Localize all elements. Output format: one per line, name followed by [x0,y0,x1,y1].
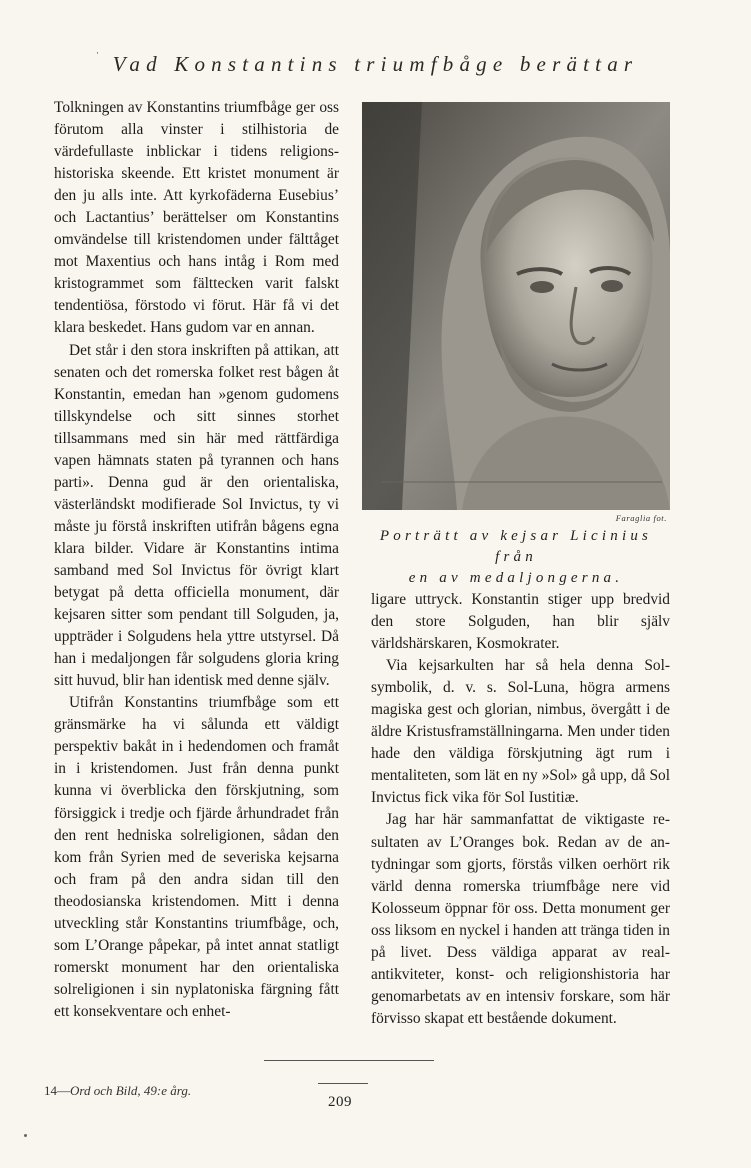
paragraph: Tolkningen av Konstantins triumfbåge ger oss förutom alla vinster i stilhistoria de värdefullaste inblickar i tidens religionshistoriska skeende. Ett kristet monument är den ju alls inte. Att kyrkofäderna Eusebius’ och Lactantius’ berättelser om Konstantins omvändelse till kristendomen under fälttåget mot Maxentius och hans intåg i Rom med kristogrammet som fälttecken varit falskt tendentiösa, förstodo vi förut. Här få vi det klara beskedet. Hans gudom var en annan. [54,99,339,337]
portrait-photo [362,102,670,510]
signature-number: 14— [44,1083,70,1098]
paragraph: Utifrån Konstantins triumfbåge som ett gränsmärke ha vi sålunda ett väldigt perspektiv bakåt in i hedendomen och framåt in i kristendomen. Just från denna punkt kunna vi överblicka den förskjutning, som försiggick i tredje och fjärde århundradet från den rent hedniska solreligionen, sådan den kom från Syrien med de severiska kejsarna och fram på den andra sidan till den theodosianska kristendomen. Mitt i denna utveckling står Konstantins triumfbåge, och, som L’Orange påpekar, på intet annat statligt romerskt monument har den orientaliska solreligionen i sin nyplatoniska färgning fått ett konsekventare och enhet- [54,694,339,1020]
paragraph: ligare uttryck. Konstantin stiger upp bredvid den store Solguden, han blir själv världshärskaren, Kosmokrater. [371,591,670,653]
page-number: 209 [328,1094,352,1110]
photo-credit: Faraglia fot. [615,513,667,523]
figure-caption [360,526,672,589]
licinius-portrait-illustration [362,102,670,510]
running-head-text: Vad Konstantins triumfbåge berättar [112,52,639,76]
ornament-dot: · [96,48,99,58]
page-number-rule [318,1083,368,1084]
left-column [54,97,339,1023]
caption-line: en av medaljongerna. [408,570,624,586]
paragraph: Via kejsarkulten har så hela denna Solsymbolik, d. v. s. Sol-Luna, högra armens magiska gest och glorian, nimbus, övergått i de äldre Kristusframställningarna. Men under tiden hade den väldiga förskjutning ägt rum i mentaliteten, som lät en ny »Sol» gå upp, då Sol Invictus fick vika för Sol Iustitiæ. [371,657,670,807]
caption-line: Porträtt av kejsar Licinius från [379,528,653,565]
paragraph: Jag har här sammanfattat de viktigaste resultaten av L’Oranges bok. Redan av de antydningar som gjorts, förstås vilken oerhört rik värld denna romerska triumfbåge nere vid Kolosseum öppnar för oss. Detta monument ger oss liksom en nyckel i handen att tränga tiden in på livet. Dess väldiga apparat av realantikviteter, konst- och religionshistoria har genomarbetats av en intensiv forskare, som här förvisso skapat ett bestående dokument. [371,811,670,1027]
right-column [371,589,670,1030]
paragraph: Det står i den stora inskriften på attikan, att senaten och det romerska folket rest bågen åt Konstantin, emedan han »genom gudomens tillskyndelse och sitt sinnes storhet tillsammans med sin här med rättfärdiga vapen hämnats staten på tyrannen och hans parti». Denna gud är den orientaliska, västerländskt modifierade Sol Invictus, ty vi måste ju förstå inskriften utifrån bågens egna klara bilder. Vidare är Konstantins intima samband med Sol Invictus för övrigt klart betygat på detta officiella monument, där kejsaren sitter som pendant till Solguden, ja, uppträder i Solgudens hela yttre utstyrsel. Då han i medaljongen får solgudens gloria kring sitt huvud, blir han identisk med denne själv. [54,341,339,690]
journal-name: Ord och Bild, 49:e årg. [70,1083,192,1098]
divider-rule [264,1060,434,1061]
footer-signature [44,1083,191,1099]
print-speck [24,1134,27,1137]
running-head [0,48,751,77]
